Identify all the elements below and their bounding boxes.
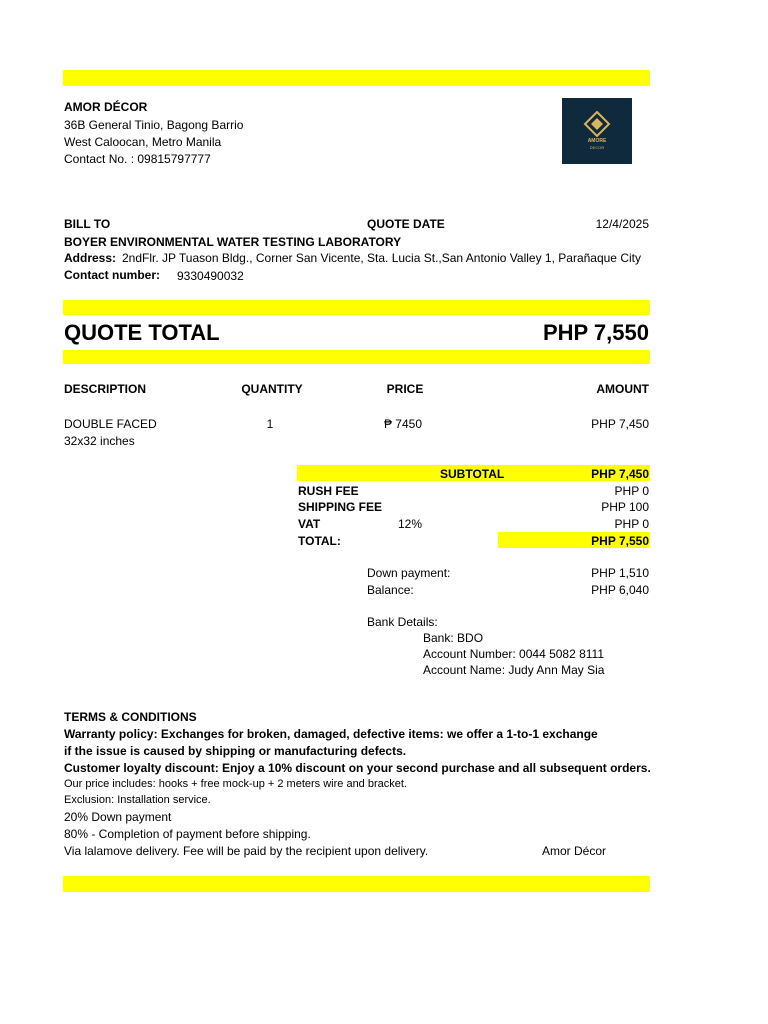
client-address-label: Address: (64, 251, 117, 265)
terms-exclusion: Exclusion: Installation service. (64, 794, 211, 806)
down-payment-value: PHP 1,510 (591, 566, 649, 580)
company-address-line1: 36B General Tinio, Bagong Barrio (64, 118, 244, 132)
balance-label: Balance: (367, 583, 414, 597)
item-price: ₱ 7450 (383, 417, 423, 431)
balance-value: PHP 6,040 (591, 583, 649, 597)
down-payment-label: Down payment: (367, 566, 451, 580)
terms-completion: 80% - Completion of payment before shipping. (64, 827, 311, 841)
vat-rate: 12% (397, 517, 423, 531)
terms-warranty-line1: Warranty policy: Exchanges for broken, damaged, defective items: we offer a 1-to-1 exchange (64, 727, 598, 741)
company-name: AMOR DÉCOR (64, 100, 148, 114)
subtotal-label: SUBTOTAL (440, 467, 505, 481)
quote-date-label: QUOTE DATE (367, 217, 445, 231)
company-address-line2: West Caloocan, Metro Manila (64, 135, 222, 149)
terms-title: TERMS & CONDITIONS (64, 710, 197, 724)
terms-delivery: Via lalamove delivery. Fee will be paid by the recipient upon delivery. (64, 844, 429, 858)
total-value: PHP 7,550 (591, 534, 649, 548)
client-address: 2ndFlr. JP Tuason Bldg., Corner San Vicente, Sta. Lucia St.,San Antonio Valley 1, Parañaque City (122, 251, 641, 265)
bank-name: Bank: BDO (423, 631, 484, 645)
company-contact: Contact No. : 09815797777 (64, 152, 211, 166)
logo-text: AMORE (587, 138, 607, 144)
bottom-highlight-bar (63, 876, 650, 892)
top-highlight-bar (63, 70, 650, 86)
header-amount: AMOUNT (596, 382, 649, 396)
bill-to-label: BILL TO (64, 217, 111, 231)
client-contact-label: Contact number: (64, 268, 160, 282)
quote-total-top-bar (63, 300, 650, 315)
quote-date: 12/4/2025 (595, 217, 649, 231)
terms-loyalty: Customer loyalty discount: Enjoy a 10% discount on your second purchase and all subsequent orders. (64, 761, 651, 775)
item-quantity: 1 (266, 417, 274, 431)
account-number: Account Number: 0044 5082 8111 (423, 647, 605, 661)
quote-total-label: QUOTE TOTAL (64, 320, 220, 345)
header-quantity: QUANTITY (241, 382, 303, 396)
quote-total-value: PHP 7,550 (542, 320, 649, 345)
terms-includes: Our price includes: hooks + free mock-up + 2 meters wire and bracket. (64, 778, 407, 790)
total-label: TOTAL: (298, 534, 341, 548)
item-amount: PHP 7,450 (591, 417, 649, 431)
item-description-line2: 32x32 inches (64, 434, 135, 448)
shipping-fee-label: SHIPPING FEE (298, 500, 383, 514)
client-contact: 9330490032 (177, 269, 244, 283)
vat-label: VAT (298, 517, 321, 531)
terms-down-payment: 20% Down payment (64, 810, 172, 824)
shipping-fee-value: PHP 100 (601, 500, 649, 514)
diamond-logo-icon (562, 98, 632, 164)
subtotal-value: PHP 7,450 (591, 467, 649, 481)
item-description-line1: DOUBLE FACED (64, 417, 157, 431)
header-description: DESCRIPTION (64, 382, 147, 396)
terms-warranty-line2: if the issue is caused by shipping or manufacturing defects. (64, 744, 407, 758)
quote-total-bottom-bar (63, 350, 650, 364)
logo-subtext: DECOR (589, 145, 605, 150)
rush-fee-value: PHP 0 (614, 484, 649, 498)
account-name: Account Name: Judy Ann May Sia (423, 663, 605, 677)
client-name: BOYER ENVIRONMENTAL WATER TESTING LABORATORY (64, 235, 402, 249)
signature-name: Amor Décor (542, 844, 607, 858)
company-logo (562, 98, 632, 164)
header-price: PRICE (386, 382, 424, 396)
bank-details-label: Bank Details: (367, 615, 438, 629)
vat-value: PHP 0 (614, 517, 649, 531)
rush-fee-label: RUSH FEE (298, 484, 359, 498)
